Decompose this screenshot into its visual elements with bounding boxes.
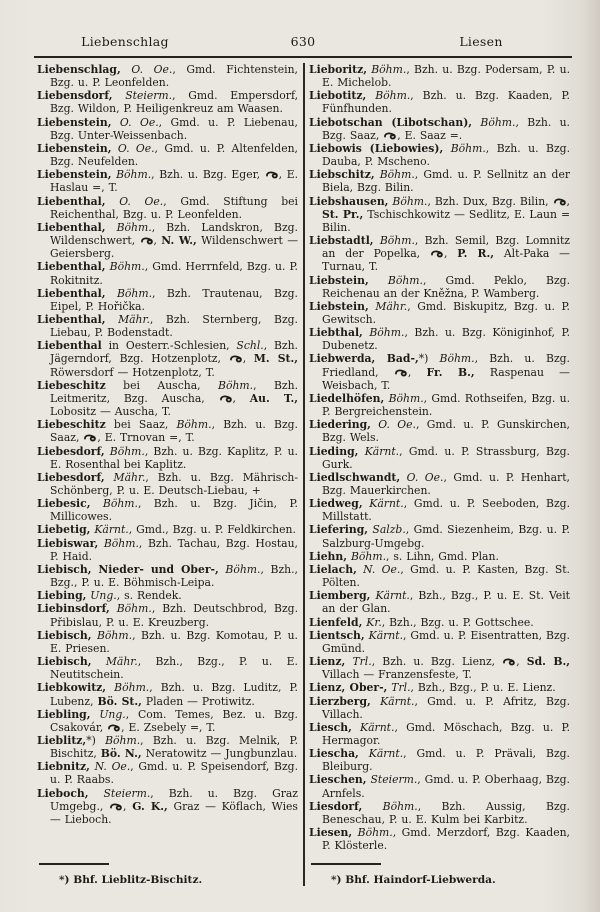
entry-headword: Sd. B., xyxy=(526,655,570,669)
post-horn-icon xyxy=(430,250,444,258)
entry-headword: Lienz, xyxy=(309,655,346,669)
crownland-abbrev: Böhm. xyxy=(384,391,424,405)
entry-headword: Liebenstein, xyxy=(37,141,112,155)
entry-text: , Com. Temes, Bez. u. Bzg. Csakovár, xyxy=(50,707,298,734)
gazetteer-entry xyxy=(309,63,570,89)
gazetteer-entry xyxy=(37,602,298,628)
entry-headword: Liedering, xyxy=(309,418,371,432)
entry-headword: Liebstein, xyxy=(309,273,369,287)
post-horn-icon xyxy=(107,724,121,732)
entry-headword: Liebnitz, xyxy=(37,760,90,774)
entry-headword: Lieboch, xyxy=(37,786,89,800)
entry-headword: P. R., xyxy=(457,247,495,261)
entry-headword: Liebenschlag, xyxy=(37,63,121,76)
entry-headword: Liebenthal, xyxy=(37,312,106,326)
running-head xyxy=(36,34,570,49)
crownland-abbrev: Böhm. xyxy=(368,273,423,287)
crownland-abbrev: Böhm. xyxy=(105,220,152,234)
gazetteer-entry xyxy=(37,287,298,313)
post-horn-icon xyxy=(140,237,154,245)
crownland-abbrev: Böhm. xyxy=(366,89,411,103)
page-number: 630 xyxy=(290,34,316,49)
entry-headword: Lielach, xyxy=(309,562,357,576)
entry-headword: Liemberg, xyxy=(309,589,371,603)
entry-text: , Bzh., Bzg., P. u. E. Lienz. xyxy=(410,681,556,695)
entry-headword: Liebenthal xyxy=(37,339,102,353)
entry-headword: Liebowis (Liebowies), xyxy=(309,141,444,155)
entry-text: Pladen — Protiwitz. xyxy=(141,694,255,708)
crownland-abbrev: O. Oe. xyxy=(120,63,173,76)
entry-text: Röwersdorf — Hotzenplotz, T. xyxy=(50,365,215,379)
crownland-abbrev: Böhm. xyxy=(106,681,150,695)
entry-headword: Liebisch, xyxy=(37,628,92,642)
post-horn-icon xyxy=(83,434,97,442)
entry-text: , E. Zsebely =, T. xyxy=(121,720,216,734)
entry-text: , xyxy=(123,799,133,813)
entry-text: , xyxy=(232,391,250,405)
crownland-abbrev: Kärnt. xyxy=(362,497,404,511)
crownland-abbrev: Böhm. xyxy=(218,562,261,576)
crownland-abbrev: Böhm. xyxy=(374,168,415,182)
entry-headword: Liedlschwandt, xyxy=(309,470,401,484)
crownland-abbrev: Ung. xyxy=(90,707,126,721)
entry-headword: Liebetig, xyxy=(37,523,91,537)
crownland-abbrev: Böhm. xyxy=(105,733,141,747)
crownland-abbrev: Kärnt. xyxy=(358,747,404,761)
crownland-abbrev: Kärnt. xyxy=(370,589,410,603)
crownland-abbrev: Böhm. xyxy=(439,352,475,366)
entry-headword: Liebshausen, xyxy=(309,194,389,208)
column-right xyxy=(309,63,570,889)
entry-text: , Bzh. u. Bzg. Friedland, xyxy=(322,352,570,379)
entry-text: , Gmd. Merzdorf, Bzg. Kaaden, P. Klösterle. xyxy=(322,826,570,853)
gazetteer-entry xyxy=(309,800,570,826)
entry-text: , s. Lihn, Gmd. Plan. xyxy=(386,549,499,563)
crownland-abbrev: Böhm. xyxy=(373,234,415,248)
gazetteer-entry xyxy=(37,563,298,589)
post-horn-icon xyxy=(383,132,397,140)
entry-text: , Gmd. u. P. Oberhaag, Bzg. Arnfels. xyxy=(322,773,570,800)
gazetteer-entry xyxy=(309,116,570,142)
entry-text: , Bzh. u. Bzg. Luditz, P. Lubenz, xyxy=(50,681,298,708)
gazetteer-entry xyxy=(37,339,298,378)
gazetteer-entry xyxy=(309,773,570,799)
gazetteer-entry xyxy=(309,418,570,444)
crownland-abbrev: Schl. xyxy=(236,339,264,353)
entry-text: , Bzh. Aussig, Bzg. Beneschau, P. u. E. Kulm bei Karbitz. xyxy=(322,799,570,826)
gazetteer-entry xyxy=(37,89,298,115)
footnote-rule-left xyxy=(39,863,109,865)
footnote-block-right xyxy=(309,863,570,887)
gazetteer-entry xyxy=(37,195,298,221)
crownland-abbrev: Böhm. xyxy=(352,826,393,840)
entry-headword: Liebesdorf, xyxy=(37,470,105,484)
entry-text: , Bzh., Bzg., P. u. E. Neutitschein. xyxy=(50,655,298,682)
entry-headword: Fr. B., xyxy=(426,365,475,379)
crownland-abbrev: Böhm. xyxy=(111,168,152,182)
entry-headword: Liesch, xyxy=(309,720,352,734)
footnote-block-left xyxy=(37,863,298,887)
entry-headword: Liebschitz, xyxy=(309,168,375,182)
entry-headword: Liedelhöfen, xyxy=(309,391,385,405)
column-left-entries xyxy=(37,63,298,826)
entry-headword: Liedweg, xyxy=(309,497,363,511)
entry-text: , Bzh. u. Bzg. Podersam, P. u. E. Michelob. xyxy=(322,63,570,90)
crownland-abbrev: Mähr. xyxy=(368,299,408,313)
entry-headword: Liebinsdorf, xyxy=(37,602,110,616)
gazetteer-entry xyxy=(37,681,298,707)
crownland-abbrev: O. Oe. xyxy=(111,115,159,129)
entry-text: , Gmd. Rothseifen, Bzg. u. P. Bergreichenstein. xyxy=(322,391,570,419)
post-horn-icon xyxy=(229,355,243,363)
entry-headword: Liebkowitz, xyxy=(37,681,107,695)
gazetteer-entry xyxy=(309,523,570,549)
running-head-left: Liebenschlag xyxy=(81,34,169,49)
entry-text: , Bzh. u. Bzg. Eger, xyxy=(151,168,265,182)
entry-headword: Bö. St., xyxy=(97,694,142,708)
gazetteer-entry xyxy=(37,760,298,786)
gazetteer-entry xyxy=(309,826,570,852)
entry-headword: Liefering, xyxy=(309,523,369,537)
crownland-abbrev: Böhm. xyxy=(176,418,212,432)
crownland-abbrev: Trl. xyxy=(345,655,372,669)
gazetteer-entry xyxy=(37,734,298,760)
crownland-abbrev: O. Oe. xyxy=(400,470,444,484)
entry-headword: Liebisch, Nieder- und Ober-, xyxy=(37,562,219,576)
entry-text: Graz — Köflach, Wies — Lieboch. xyxy=(50,799,298,826)
entry-text: , xyxy=(516,655,527,669)
gazetteer-entry xyxy=(309,655,570,681)
gazetteer-entry xyxy=(309,326,570,352)
gazetteer-entry xyxy=(309,168,570,194)
column-left xyxy=(37,63,298,889)
entry-headword: Liebisch, xyxy=(37,655,92,669)
entry-text: , Bzh. u. Bzg. Saaz, xyxy=(322,115,570,142)
entry-headword: G. K., xyxy=(132,799,168,813)
entry-headword: Liebenthal, xyxy=(37,194,106,208)
entry-text: , E. Haslau =, T. xyxy=(50,168,298,195)
gazetteer-entry xyxy=(309,616,570,629)
gazetteer-entry xyxy=(309,392,570,418)
entry-text: Wildenschwert — Geiersberg. xyxy=(50,234,298,261)
entry-text: , Bzh. u. Bzg. Saaz, xyxy=(50,418,298,445)
entry-headword: Liebesic, xyxy=(37,497,91,511)
entry-text: Tschischkowitz — Sedlitz, E. Laun = Bilin. xyxy=(322,207,570,234)
entry-text: , Bzh. Dux, Bzg. Bilin, xyxy=(427,194,553,208)
entry-headword: Liesen, xyxy=(309,826,353,840)
entry-text: , Gmd. u. P. Henhart, Bzg. Mauerkirchen. xyxy=(322,470,570,497)
crownland-abbrev: Böhm. xyxy=(443,141,486,155)
entry-text: , Bzh. Tachau, Bzg. Hostau, P. Haid. xyxy=(50,536,298,563)
gazetteer-entry xyxy=(37,537,298,563)
entry-text: Raspenau — Weisbach, T. xyxy=(322,365,570,392)
running-head-right: Liesen xyxy=(459,34,503,49)
crownland-abbrev: N. Oe. xyxy=(89,760,131,774)
header-rule xyxy=(34,56,572,58)
entry-text: , Bzh. Semil, Bzg. Lomnitz an der Popelka, xyxy=(322,234,570,261)
entry-text: , Bzh. Deutschbrod, Bzg. Přibislau, P. u. E. Kreuzberg. xyxy=(50,602,298,629)
entry-text: , xyxy=(443,247,458,261)
gazetteer-entry xyxy=(309,629,570,655)
entry-headword: Lierzberg, xyxy=(309,694,371,708)
entry-headword: Liebenthal, xyxy=(37,286,106,300)
crownland-abbrev: Böhm. xyxy=(347,549,387,563)
entry-text: Villach — Franzensfeste, T. xyxy=(322,668,472,682)
entry-text: Alt-Paka — Turnau, T. xyxy=(322,247,570,274)
entry-text: , Bzh. Leitmeritz, Bzg. Auscha, xyxy=(50,378,298,405)
gazetteer-entry xyxy=(37,708,298,734)
gazetteer-entry xyxy=(37,787,298,826)
entry-text: , Bzh. Landskron, Bzg. Wildenschwert, xyxy=(50,220,298,248)
entry-text: , Gmd. u. P. Eisentratten, Bzg. Gmünd. xyxy=(322,628,570,655)
crownland-abbrev: O. Oe. xyxy=(105,194,164,208)
gazetteer-entry xyxy=(309,195,570,234)
entry-text: , s. Rendek. xyxy=(116,589,182,603)
gazetteer-entry xyxy=(37,471,298,497)
entry-text: Lobositz — Auscha, T. xyxy=(50,405,171,419)
entry-text: , Bzh. u. Bzg. Königinhof, P. Dubenetz. xyxy=(322,326,570,353)
entry-text: , Gmd. Biskupitz, Bzg. u. P. Gewitsch. xyxy=(322,299,570,326)
entry-headword: Lienz, Ober-, xyxy=(309,681,388,695)
entry-headword: Liebstein, xyxy=(309,299,369,313)
gazetteer-entry xyxy=(309,563,570,589)
entry-headword: Liebstadtl, xyxy=(309,234,374,248)
entry-text: , E. Trnovan =, T. xyxy=(97,431,195,445)
crownland-abbrev: Steierm. xyxy=(88,786,151,800)
entry-headword: Liebling, xyxy=(37,707,91,721)
gazetteer-entry xyxy=(37,445,298,471)
entry-text: , xyxy=(153,234,162,248)
entry-headword: Lieding, xyxy=(309,444,359,458)
entry-headword: Au. T., xyxy=(249,391,298,405)
entry-text: , Gmd. u. P. Sellnitz an der Biela, Bzg. Bilin. xyxy=(322,168,570,195)
gazetteer-entry xyxy=(37,313,298,339)
entry-text: in Oesterr.-Schlesien, xyxy=(101,339,237,353)
entry-headword: Liebesdorf, xyxy=(37,444,105,458)
entry-text: , Bzh. u. Bzg. Graz Umgebg., xyxy=(50,786,298,813)
gazetteer-entry xyxy=(309,497,570,523)
entry-headword: Liebiswar, xyxy=(37,536,99,550)
entry-text: , Bzh. u. Bzg. Kaaden, P. Fünfhunden. xyxy=(322,89,570,116)
crownland-abbrev: Ung. xyxy=(86,589,117,603)
crownland-abbrev: Steierm. xyxy=(366,773,418,787)
entry-headword: Liebthal, xyxy=(309,326,363,340)
post-horn-icon xyxy=(219,395,233,403)
gazetteer-entry xyxy=(309,721,570,747)
crownland-abbrev: Böhm. xyxy=(366,63,407,76)
gazetteer-entry xyxy=(309,695,570,721)
gazetteer-entry xyxy=(37,589,298,602)
gazetteer-entry xyxy=(37,168,298,194)
gazetteer-entry xyxy=(37,629,298,655)
gazetteer-entry xyxy=(309,681,570,694)
entry-headword: Liebotschan (Libotschan), xyxy=(309,115,473,129)
entry-text: , Gmd. u. P. Seeboden, Bzg. Millstatt. xyxy=(322,497,570,524)
entry-text: , Gmd. u. P. Strassburg, Bzg. Gurk. xyxy=(322,444,570,471)
entry-text: , Gmd. u. P. Liebenau, Bzg. Unter-Weissenbach. xyxy=(50,115,298,142)
gazetteer-entry xyxy=(309,234,570,273)
crownland-abbrev: Böhm. xyxy=(472,115,516,129)
entry-text: , Gmd. u. P. Afritz, Bzg. Villach. xyxy=(322,694,570,721)
gazetteer-entry xyxy=(309,300,570,326)
gazetteer-entry xyxy=(309,445,570,471)
entry-text: , Gmd., Bzg. u. P. Feldkirchen. xyxy=(128,523,296,537)
entry-text: , Gmd. Empersdorf, Bzg. Wildon, P. Heiligenkreuz am Waasen. xyxy=(50,89,298,116)
column-right-entries xyxy=(309,63,570,852)
entry-headword: Bö. N., xyxy=(100,747,142,761)
crownland-abbrev: Böhm. xyxy=(98,536,139,550)
entry-text: , Bzh., Bzg. u. P. Gottschee. xyxy=(381,615,534,629)
crownland-abbrev: Kr. xyxy=(362,615,382,629)
entry-text: , Gmd. u. P. Kasten, Bzg. St. Pölten. xyxy=(322,562,570,590)
crownland-abbrev: O. Oe. xyxy=(111,141,155,155)
gazetteer-entry xyxy=(37,418,298,444)
crownland-abbrev: Böhm. xyxy=(91,628,133,642)
entry-headword: N. W., xyxy=(161,234,197,248)
gazetteer-entry xyxy=(37,497,298,523)
entry-headword: Liebensdorf, xyxy=(37,89,113,103)
gazetteer-entry xyxy=(309,352,570,391)
crownland-abbrev: Böhm. xyxy=(105,286,153,300)
crownland-abbrev: Böhm. xyxy=(105,260,145,274)
gazetteer-entry xyxy=(309,89,570,115)
entry-headword: Liebenthal, xyxy=(37,220,106,234)
entry-text: *) xyxy=(86,733,106,747)
entry-headword: Lientsch, xyxy=(309,628,365,642)
entry-text: , Bzh. Sternberg, Bzg. Liebau, P. Bodenstadt. xyxy=(50,312,298,340)
footnote-right xyxy=(309,874,570,887)
entry-text: , Bzh. u. Bzg. Kaplitz, P. u. E. Rosenthal bei Kaplitz. xyxy=(50,444,298,471)
gazetteer-entry xyxy=(309,471,570,497)
entry-text: , Gmd. u. P. Speisendorf, Bzg. u. P. Raabs. xyxy=(50,760,298,787)
crownland-abbrev: Steierm. xyxy=(112,89,173,103)
entry-headword: *) Bhf. Lieblitz-Bischitz. xyxy=(59,874,203,886)
post-horn-icon xyxy=(109,803,123,811)
crownland-abbrev: Kärnt. xyxy=(90,523,129,537)
entry-headword: Liebing, xyxy=(37,589,87,603)
entry-text: , Gmd. Herrnfeld, Bzg. u. P. Rokitnitz. xyxy=(50,260,298,287)
crownland-abbrev: Mähr. xyxy=(91,655,138,669)
crownland-abbrev: Mähr. xyxy=(105,312,150,326)
gazetteer-entry xyxy=(37,142,298,168)
entry-headword: Lieblitz, xyxy=(37,733,87,747)
entry-text: , Gmd. Möschach, Bzg. u. P. Hermagor. xyxy=(322,720,570,747)
gazetteer-entry xyxy=(37,260,298,286)
entry-headword: St. Pr., xyxy=(322,207,364,221)
entry-text: , xyxy=(407,365,427,379)
entry-headword: Lienfeld, xyxy=(309,615,363,629)
crownland-abbrev: Böhm. xyxy=(109,602,152,616)
entry-headword: Lieboritz, xyxy=(309,63,367,76)
gazetteer-entry xyxy=(309,550,570,563)
gazetteer-entry xyxy=(37,655,298,681)
text-columns xyxy=(37,63,571,889)
entry-text: , Bzh. u. Bzg. Komotau, P. u. E. Priesen. xyxy=(50,628,298,655)
entry-headword: Liebenstein, xyxy=(37,168,112,182)
entry-text: , Bzh. u. Bzg. Melnik, P. Bischitz, xyxy=(50,733,298,761)
entry-headword: Liesdorf, xyxy=(309,799,363,813)
entry-headword: Liebeschitz xyxy=(37,418,106,432)
entry-text: , E. Saaz =. xyxy=(397,128,463,142)
entry-text: , Gmd. u. P. Prävali, Bzg. Bleiburg. xyxy=(322,747,570,774)
footnote-left xyxy=(37,874,298,887)
entry-text: , Bzh., Bzg., P. u. E. St. Veit an der Glan. xyxy=(322,589,570,616)
crownland-abbrev: Kärnt. xyxy=(364,628,404,642)
entry-headword: Liescha, xyxy=(309,747,359,761)
entry-text: Neratowitz — Jungbunzlau. xyxy=(141,747,298,761)
entry-text: , Bzh. u. Bzg. Jičin, P. Millicowes. xyxy=(50,497,298,524)
crownland-abbrev: Böhm. xyxy=(218,378,254,392)
crownland-abbrev: Böhm. xyxy=(90,497,138,511)
gazetteer-entry xyxy=(37,221,298,260)
crownland-abbrev: Kärnt. xyxy=(370,694,415,708)
crownland-abbrev: Kärnt. xyxy=(358,444,400,458)
entry-headword: Liebenthal, xyxy=(37,260,106,274)
post-horn-icon xyxy=(553,198,567,206)
post-horn-icon xyxy=(394,369,408,377)
entry-text: bei Saaz, xyxy=(105,418,177,432)
entry-headword: Lieschen, xyxy=(309,773,367,787)
entry-text: , Gmd. Stiftung bei Reichenthal, Bzg. u. P. Leonfelden. xyxy=(50,194,298,221)
entry-headword: Liebotitz, xyxy=(309,89,367,103)
entry-text: , Bzh. Trautenau, Bzg. Eipel, P. Hořička. xyxy=(50,286,298,313)
entry-text: bei Auscha, xyxy=(105,378,219,392)
crownland-abbrev: Böhm. xyxy=(362,326,405,340)
entry-text: , Gmd. Peklo, Bzg. Reichenau an der Kněžna, P. Wamberg. xyxy=(322,273,570,300)
gazetteer-entry xyxy=(37,116,298,142)
gazetteer-entry xyxy=(309,747,570,773)
footnote-rule-right xyxy=(311,863,381,865)
entry-text: , Bzh., Bzg., P. u. E. Böhmisch-Leipa. xyxy=(50,562,298,590)
entry-text: , Bzh. u. Bzg. Lienz, xyxy=(371,655,503,669)
crownland-abbrev: Mähr. xyxy=(104,470,146,484)
crownland-abbrev: N. Oe. xyxy=(356,562,401,576)
entry-text: , Bzh. u. Bzg. Mährisch-Schönberg, P. u. E. Deutsch-Liebau, + xyxy=(50,470,298,497)
gazetteer-entry xyxy=(309,589,570,615)
gazetteer-entry xyxy=(37,523,298,536)
crownland-abbrev: Böhm. xyxy=(388,194,428,208)
entry-text: , Gmd. u. P. Gunskirchen, Bzg. Wels. xyxy=(322,418,570,445)
entry-text: , Bzh. u. Bzg. Dauba, P. Mscheno. xyxy=(322,141,570,169)
crownland-abbrev: O. Oe. xyxy=(370,418,416,432)
crownland-abbrev: Trl. xyxy=(387,681,411,695)
entry-text: , Gmd. Siezenheim, Bzg. u. P. Salzburg-Umgebg. xyxy=(322,523,570,550)
entry-headword: M. St., xyxy=(253,352,298,366)
gazetteer-entry xyxy=(37,63,298,89)
gazetteer-entry xyxy=(309,142,570,168)
entry-text: , Gmd. u. P. Altenfelden, Bzg. Neufelden. xyxy=(50,141,298,169)
post-horn-icon xyxy=(265,171,279,179)
post-horn-icon xyxy=(502,658,516,666)
gazetteer-entry xyxy=(309,274,570,300)
entry-text: , Gmd. Fichtenstein, Bzg. u. P. Leonfelden. xyxy=(50,63,298,90)
entry-text: , xyxy=(242,352,254,366)
entry-text: , xyxy=(566,194,570,208)
crownland-abbrev: Böhm. xyxy=(104,444,145,458)
crownland-abbrev: Salzb. xyxy=(368,523,406,537)
entry-headword: Liebenstein, xyxy=(37,115,112,129)
gazetteer-entry xyxy=(37,379,298,418)
entry-headword: Liehn, xyxy=(309,549,348,563)
entry-text: , Bzh. Jägerndorf, Bzg. Hotzenplotz, xyxy=(50,339,298,366)
entry-text: *) xyxy=(418,352,440,366)
crownland-abbrev: Kärnt. xyxy=(351,720,395,734)
crownland-abbrev: Böhm. xyxy=(362,799,418,813)
entry-headword: Liebeschitz xyxy=(37,378,106,392)
entry-headword: Liebwerda, Bad-, xyxy=(309,352,419,366)
entry-headword: *) Bhf. Haindorf-Liebwerda. xyxy=(331,874,496,886)
